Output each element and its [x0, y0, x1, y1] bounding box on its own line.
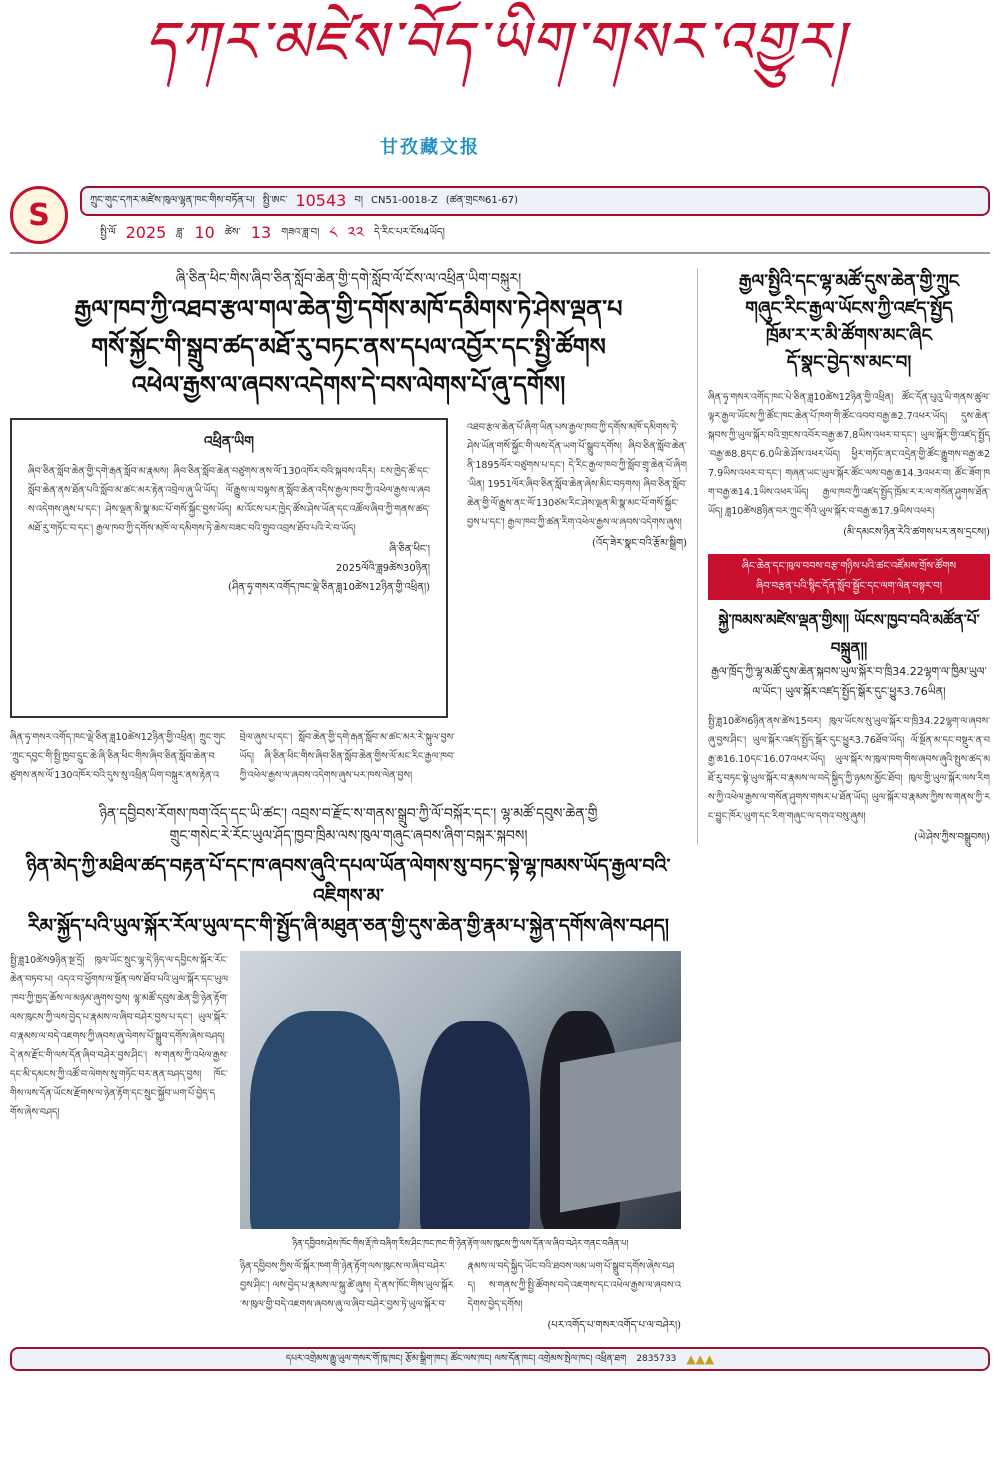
tibetan-month: ༨ [329, 223, 338, 242]
issn-code: CN51-0018-Z [370, 195, 438, 206]
lead-headline-line: རྒྱལ་ཁབ་ཀྱི་འཐབ་རྩལ་གལ་ཆེན་གྱི་དགོས་མཁོ་དམིགས་ཏེ་ཤེས་ལྡན་པ [74, 295, 623, 323]
right-headline-line: ཁྲོམ་ར་ར་མི་ཚོགས་མང་ཞིང [765, 325, 933, 346]
second-headline-line: རིམ་སྐྱོད་པའི་ཡུལ་སྐོར་རོལ་ཡུལ་དང་གི་སྤྱོད་ཞི་མཐུན་ཅན་གྱི་དུས་ཆེན་གྱི་རྣམ་པ་སྐྱེན་དགོས་ཞེས་བཤད། [27, 915, 670, 937]
masthead [10, 0, 990, 182]
day-label: ཚེས་ [224, 227, 241, 238]
photo-man-center [420, 1021, 530, 1229]
second-kicker [10, 803, 687, 847]
letter-text: ཞིབ་ཅིན་སློབ་ཆེན་གྱི་དགེ་རྒན་སློབ་མ་རྣམས། ཞིབ་ཅིན་སློབ་ཆེན་བཙུགས་ནས་ལོ་130འཁོར་བའི་སྐབས་འདིར། ངས་ཁྱེད་ཚོ་དང་སློབ་ཆེན་ནས་ཐོན་པའི་སློབ་མ་ཚང་མར་རྟེན་འབྲེལ་ཞུ་ཡི་ཡོད། ལོ་རྒྱུས་ལ་བལྟས་ན་སློབ་ཆེན་འདིས་རྒྱལ་ཁབ་ཀྱི་འཕེལ་རྒྱས་ལ་ཞབས་འདེགས་ཞུས་པ་དང་། ཤེས་ལྡན་མི་སྣ་མང་པོ་གསོ་སྐྱོང་བྱས་ཡོད། མ་འོངས་པར་ཁྱེད་ཚོས་ཤེས་ཡོན་དང་འཚོལ་ཞིབ་ཀྱི་གནས་ཚད་མཐོ་རུ་གཏོང་བ་དང་། རྒྱལ་ཁབ་ཀྱི་དགོས་མཁོ་ལ་དམིགས་ཏེ་ཆེས་བཟང་བའི་གྲུབ་འབྲས་ཐོབ་པའི་རེ་བ་ཡོད། [28, 466, 430, 534]
letter-signature: ཞི་ཅིན་ཕིང་། [389, 544, 430, 555]
second-body-bottom: ཉིན་དབྱིབས་ཀྱིས་ལོ་སྐོར་ཁག་གི་ཉེན་རྟོག་ལས་ཁུངས་ལ་ཞིབ་བཤེར་བྱས་ཤིང་། ལས་བྱེད་པ་རྣམས་ལ་སྐུ་ཚེ་ཞུས། དེ་ནས་ཁོང་གིས་ཡུལ་སྐོར་ས་ཁུལ་གྱི་བདེ་འཇགས་ཞབས་ཞུ་ལ་ཞིབ་བཤེར་བྱས་ཏེ་ཡུལ་སྐོར་བ་རྣམས་ལ་བདེ་སྐྱིད་ཡོང་བའི་ཐབས་ལམ་ཡག་པོ་སྒྲུབ་དགོས་ཞེས་བཤད། ས་གནས་ཀྱི་སྤྱི་ཚོགས་བདེ་འཇགས་དང་འཕེལ་རྒྱས་ལ་ཞབས་འདེགས་བྱེད་དགོས། [240, 1261, 681, 1310]
letter-source: (ཤིན་ཧྭ་གསར་འགོད་ཁང་ལྡེ་ཅིན་ཟླ10ཚེས12ཉིན་གྱི་འཕྲིན།) [228, 582, 430, 593]
right-subheadline-2: རྒྱལ་ཁྲོད་ཀྱི་ལྷ་མཚོ་དུས་ཆེན་སྐབས་ཡུལ་སྐོར་བ་ཁྲི34.22ལྷག་ལ་ཁྱིམ་ཡུལ་ལ་ཡོང་། ཡུལ་སྐོར་འཛད་སྤྱོད་སྒོར་དུང་ཕྱུར3.76ཡིན། [711, 665, 987, 698]
right-headline-2: སྐྱེ་ཁམས་མཛེས་ལྡན་གྱིས།། ཡོངས་ཁྱབ་བའི་མཚོན་པོ་བསྐྲུན།། [718, 611, 980, 657]
lead-right-block [467, 418, 687, 551]
second-kicker-line: གྲུང་གསེང་རེ་རོང་ཡུལ་ཤོད་ཁྱབ་ཁྲིམ་ལས་ཁུལ་གཞུང་ཞབས་ཞིག་བསྐར་སྐབས། [169, 828, 528, 844]
info-header [10, 186, 990, 244]
info-bars [80, 186, 990, 244]
news-photo [240, 951, 681, 1229]
red-banner-line: ཞིབ་བརྩན་པའི་སྙིང་དོན་སློབ་སྦྱོང་དང་ལག་ལེན་བསྟར་བ། [756, 581, 942, 592]
lead-kicker: ཞི་ཅིན་ཕིང་གིས་ཞིབ་ཅིན་སློབ་ཆེན་གྱི་དགེ་སློབ་ལོ་ངོས་ལ་འཕྲིན་ཡིག་བསྐུར། [175, 271, 522, 287]
publisher: ཀྲུང་གུང་དཀར་མཛེས་ཁུལ་ལྷན་ཁང་གིས་བཏོན་པ། [90, 195, 255, 206]
lead-column-text: འཐབ་རྩལ་ཆེན་པོ་ཞིག་ཡིན་པས་རྒྱལ་ཁབ་ཀྱི་དགོས་མཁོ་དམིགས་ཏེ་ཤེས་ཡོན་གསོ་སྐྱོང་གི་ལས་དོན་ཡག་པོ་སྒྲུབ་དགོས། ཞིབ་ཅིན་སློབ་ཆེན་ནི་1895ལོར་བཙུགས་པ་དང་། དེ་རིང་རྒྱལ་ཁབ་ཀྱི་སློབ་གྲྭ་ཆེན་པོ་ཞིག་ཡིན། 1951ལོར་ཞིབ་ཅིན་སློབ་ཆེན་ཞེས་མིང་བཏགས། ཞིབ་ཅིན་སློབ་ཆེན་གྱི་ལོ་རྒྱུས་ནང་ལོ་130ཙམ་རིང་ཤེས་ལྡན་མི་སྣ་མང་པོ་གསོ་སྐྱོང་བྱས་པ་དང་། རྒྱལ་ཁབ་ཀྱི་ཚན་རིག་འཕེལ་རྒྱས་ལ་ཞབས་འདེགས་ཞུས། [467, 422, 687, 528]
weekday: གཟའ་ཟླ་བ། [281, 227, 320, 238]
issue-label: སྤྱི་ཨང་ [262, 195, 288, 206]
footer-bar [10, 1347, 990, 1371]
second-body-row [10, 951, 687, 1333]
photo-officer-left [250, 1011, 400, 1229]
pages-note: དེ་རིང་པར་ངོས4ཡོད། [374, 227, 445, 238]
right-headline-line: གཞུང་རིང་རྒྱལ་ཡོངས་ཀྱི་འཛད་སྤྱོད [745, 298, 953, 319]
right-byline: (མི་དམངས་ཉིན་རེའི་ཚགས་པར་ནས་དྲངས།) [843, 527, 990, 538]
letter-title: འཕྲིན་ཡིག [203, 434, 255, 450]
red-banner [708, 554, 990, 600]
issue-number: 10543 [295, 191, 347, 210]
lead-body-text: ཞིན་ཧྭ་གསར་འགོད་ཁང་ལྡེ་ཅིན་ཟླ10ཚེས12ཉིན་གྱི་འཕྲིན། ཀྲུང་གུང་ཀྲུང་དབྱང་གི་སྤྱི་ཁྱབ་དྲུང་ཆེ་ཞི་ཅིན་ཕིང་གིས་ཞིབ་ཅིན་སློབ་ཆེན་བཙུགས་ནས་ལོ་130འཁོར་བའི་དུས་སུ་འཕྲིན་ཡིག་བསྐུར་ནས་རྟེན་འབྲེལ་ཞུས་པ་དང་། སློབ་ཆེན་གྱི་དགེ་རྒན་སློབ་མ་ཚང་མར་རེ་སྐུལ་བྱས་ཡོད། ཞི་ཅིན་ཕིང་གིས་ཞིབ་ཅིན་སློབ་ཆེན་གྱིས་ལོ་མང་རིང་རྒྱལ་ཁབ་ཀྱི་འཕེལ་རྒྱས་ལ་ཞབས་འདེགས་ཞུས་པར་ཁས་ལེན་བྱས། [10, 732, 455, 781]
date-bar [80, 222, 990, 244]
right-body: ཞིན་ཧྭ་གསར་འགོད་ཁང་པེ་ཅིན་ཟླ10ཚེས12ཉིན་གྱི་འཕྲིན། ཚོང་དོན་པུའུ་ཡི་གནས་ཚུལ་ལྟར་རྒྱལ་ཡོངས་ཀྱི་ཚོང་ཁང་ཆེན་པོ་ཁག་གི་ཚོང་འབབ་བརྒྱ་ཆ2.7འཕར་ཡོད། དུས་ཆེན་སྐབས་ཀྱི་ཡུལ་སྐོར་བའི་གྲངས་འབོར་བརྒྱ་ཆ7.8ཡིས་འཕར་བ་དང་། ཡུལ་སྐོར་གྱི་འཛད་སྤྱོད་བརྒྱ་ཆ8.8དང་6.0ཡི་ཆེ་ཤོས་འཕར་ཡོད། ཕྱིར་གཏོང་ནང་འདྲེན་གྱི་ཚོང་རྒྱུགས་བརྒྱ་ཆ27.9ཡིས་འཕར་བ་དང་། གཞན་ཡང་ཡུལ་སྐོར་ཚོང་ལས་བརྒྱ་ཆ14.3འཕར་བ། ཚོང་ཟོག་ཁག་བརྒྱ་ཆ14.1ཡིས་འཕར་ཡོད། རྒྱལ་ཁབ་ཀྱི་འཛད་སྤྱོད་ཁྲོམ་ར་ར་ལ་གསོན་ཤུགས་ཐོན་ཡོད། ཟླ10ཚེས8ཉིན་བར་ཀྲུང་གོའི་ཡུལ་སྐོར་བ་བརྒྱ་ཆ17.9ཡིས་འཕར། [708, 392, 990, 517]
footer-ornament-icon: ▲▲▲ [686, 1352, 715, 1366]
right-headline-line: རྒྱལ་སྤྱིའི་དང་ལྷ་མཚོ་དུས་ཆེན་གྱི་ཀྲུང [738, 271, 960, 292]
lead-column-byline: (འོད་ཟེར་སྣང་བའི་རྩོམ་སྒྲིག) [592, 538, 687, 549]
header-divider [10, 252, 990, 254]
right-headline [708, 268, 990, 376]
red-banner-line: ཞིང་ཆེན་དང་ཁུལ་བབས་བརྩ་གཉིས་པའི་ཚང་འཛོམས་གྲོས་ཚོགས [741, 561, 957, 572]
main-content [10, 268, 990, 1333]
second-byline: (པར་འགོད་པ་གསར་འགོད་པ་ལ་བཤེར།) [547, 1320, 681, 1331]
photo-caption: ཉིན་དབྱིབས་ཤེས་ཁོང་གིས་རྡོ་ཁེ་བཞིག་རིས་ཤིང་ཁང་ཁང་གི་ཉེན་རྟོག་ལས་ཁུངས་ཀྱི་ལས་དོན་ལ་ཞིབ་བཤེར་གནང་བཞིན་པ། [292, 1239, 629, 1249]
masthead-chinese-title: 甘孜藏文报 [380, 137, 480, 158]
second-kicker-line: ཉིན་དབྱིབས་རོགས་ཁག་འོད་དང་ཡི་ཚང་། འབྲས་བ་རྫོང་ས་གནས་སྒྲུབ་ཀྱི་ལོ་བསྐོར་དང་། ལྷ་མཚོ་དབུས་ཆེན་གྱི [99, 806, 598, 822]
second-headline [10, 851, 687, 941]
second-body-left: སྤྱི་ཟླ10ཚེས9ཉིན་སྔ་དྲོ། ཁུལ་ཡོང་སྲུང་ལྷ་དེ་ཉིད་ལ་དབྱིངས་སྐོར་རོང་ཆེན་བཏབ་པ། འདའ་བ་ཕྱོགས་ལ་སྔོན་ལས་ཐོབ་པའི་ཡུལ་སྐོར་དང་ཡུལ་ཁབ་ཀྱི་ཁྱད་ཆོས་ལ་མཉམ་ཞུགས་བྱས། ལྷ་མཚོ་དབུས་ཆེན་གྱི་ཉེན་རྟོག་ལས་ཁུངས་ཀྱི་ལས་བྱེད་པ་རྣམས་ལ་ཞིབ་བཤེར་བྱས་པ་དང་། ཡུལ་སྐོར་བ་རྣམས་ལ་བདེ་འཇགས་ཀྱི་ཞབས་ཞུ་ལེགས་པོ་སྒྲུབ་དགོས་ཞེས་བཤད། དེ་ནས་རྫོང་གི་ལས་དོན་ཞིབ་བཤེར་བྱས་ཤིང་། ས་གནས་ཀྱི་འཕེལ་རྒྱས་དང་མི་དམངས་ཀྱི་འཚོ་བ་ལེགས་སུ་གཏོང་བར་ནན་བཤད་བྱས། ཁོང་གིས་ལས་དོན་ཡོངས་རྫོགས་ལ་ཉེན་རྟོག་དང་སྲུང་སྐྱོབ་ཡག་པོ་བྱེད་དགོས་ཞེས་བཤད། [10, 955, 228, 1118]
footer-text: དཔར་འགྲེམས་རྒྱུ་ཡུལ་གསར་གོ་ཁུ་ཁང། རྩོམ་སྒྲིག་ཁང། ཚོང་ལས་ཁང། ལས་དོན་ཁང། འགྲེམས་སྤེལ་ཁང། འཕྲིན་ཐག [285, 1354, 627, 1364]
lead-headline-line: གསོ་སྐྱོང་གི་སྒྲུབ་ཚད་མཐོ་རུ་བཏང་ནས་དཔལ་འབྱོར་དང་སྤྱི་ཚོགས [91, 333, 606, 361]
footer-phone: 2835733 [636, 1354, 677, 1364]
issue-suffix: བ། [354, 195, 363, 206]
day: 13 [250, 223, 272, 242]
masthead-title: དཀར་མཛེས་བོད་ཡིག་གསར་འགྱུར། [144, 10, 846, 75]
second-right-block [240, 951, 681, 1333]
year: 2025 [125, 223, 167, 242]
lead-left-block [10, 418, 455, 785]
right-byline-2: (ཡེ་ཤེས་ཀྱིས་བསྒྲུབས།) [913, 832, 990, 843]
tibetan-day: ༢༢ [347, 223, 364, 242]
right-headline-line: དོ་སྣང་བྱེད་ས་མང་བ། [786, 352, 912, 373]
newspaper-logo: S [10, 186, 68, 244]
lead-headline [10, 290, 687, 404]
left-column [10, 268, 697, 1333]
second-headline-line: ཉིན་མེད་ཀྱི་མཐིལ་ཚད་བརྟན་པོ་དང་ཁ་ཞབས་ཞུའི་དཔལ་ཡོན་ལེགས་སུ་བཏང་སྟེ་ལྷ་ཁམས་ཡོད་རྒྱལ་བའི་འཇིགས་མ་ [26, 855, 671, 907]
lead-headline-line: འཕེལ་རྒྱས་ལ་ཞབས་འདེགས་དེ་བས་ལེགས་པོ་ཞུ་དགོས། [131, 371, 566, 399]
lead-body-row [10, 418, 687, 785]
page-range: (ཚན་གྲངས61-67) [445, 195, 519, 206]
letter-date: 2025ལོའི་ཟླ9ཚེས30ཉིན། [335, 563, 430, 574]
month: 10 [194, 223, 215, 242]
right-column [697, 268, 990, 845]
month-label: ཟླ་ [176, 227, 185, 238]
photo-monitor [560, 1040, 681, 1213]
publication-info-bar [80, 186, 990, 216]
right-body-2: སྤྱི་ཟླ10ཚེས6ཉིན་ནས་ཚེས15བར། ཁུལ་ཡོངས་སུ་ཡུལ་སྐོར་བ་ཁྲི34.22ལྷག་ལ་ཞབས་ཞུ་བྱས་ཤིང་། ཡུལ་སྐོར་འཛད་སྤྱོད་སྒོར་དུང་ཕྱུར3.76ཐོབ་ཡོད། ལོ་སྔོན་མ་དང་བསྡུར་ན་བརྒྱ་ཆ16.10དང་16.07འཕར་ཡོད། ཡུལ་སྐོར་ས་ཁུལ་ཁག་གིས་ཞབས་ཞུའི་སྤུས་ཚད་མཐོ་རུ་བཏང་སྟེ་ཡུལ་སྐོར་བ་རྣམས་ལ་བདེ་སྐྱིད་ཀྱི་ཉམས་མྱོང་ཐོབ། ཁུལ་གྱི་ཡུལ་སྐོར་ལས་རིགས་ཀྱི་འཕེལ་རྒྱས་ལ་གསོན་ཤུགས་གསར་པ་ཐོན་ཡོད། ཡུལ་སྐོར་བ་རྣམས་ཀྱིས་ས་གནས་ཀྱི་རང་བྱུང་ཁོར་ཡུག་དང་རིག་གཞུང་ལ་དགའ་བསུ་ཞུས། [708, 716, 990, 822]
letter-box [10, 418, 448, 718]
year-label: སྤྱི་ལོ [100, 227, 116, 238]
